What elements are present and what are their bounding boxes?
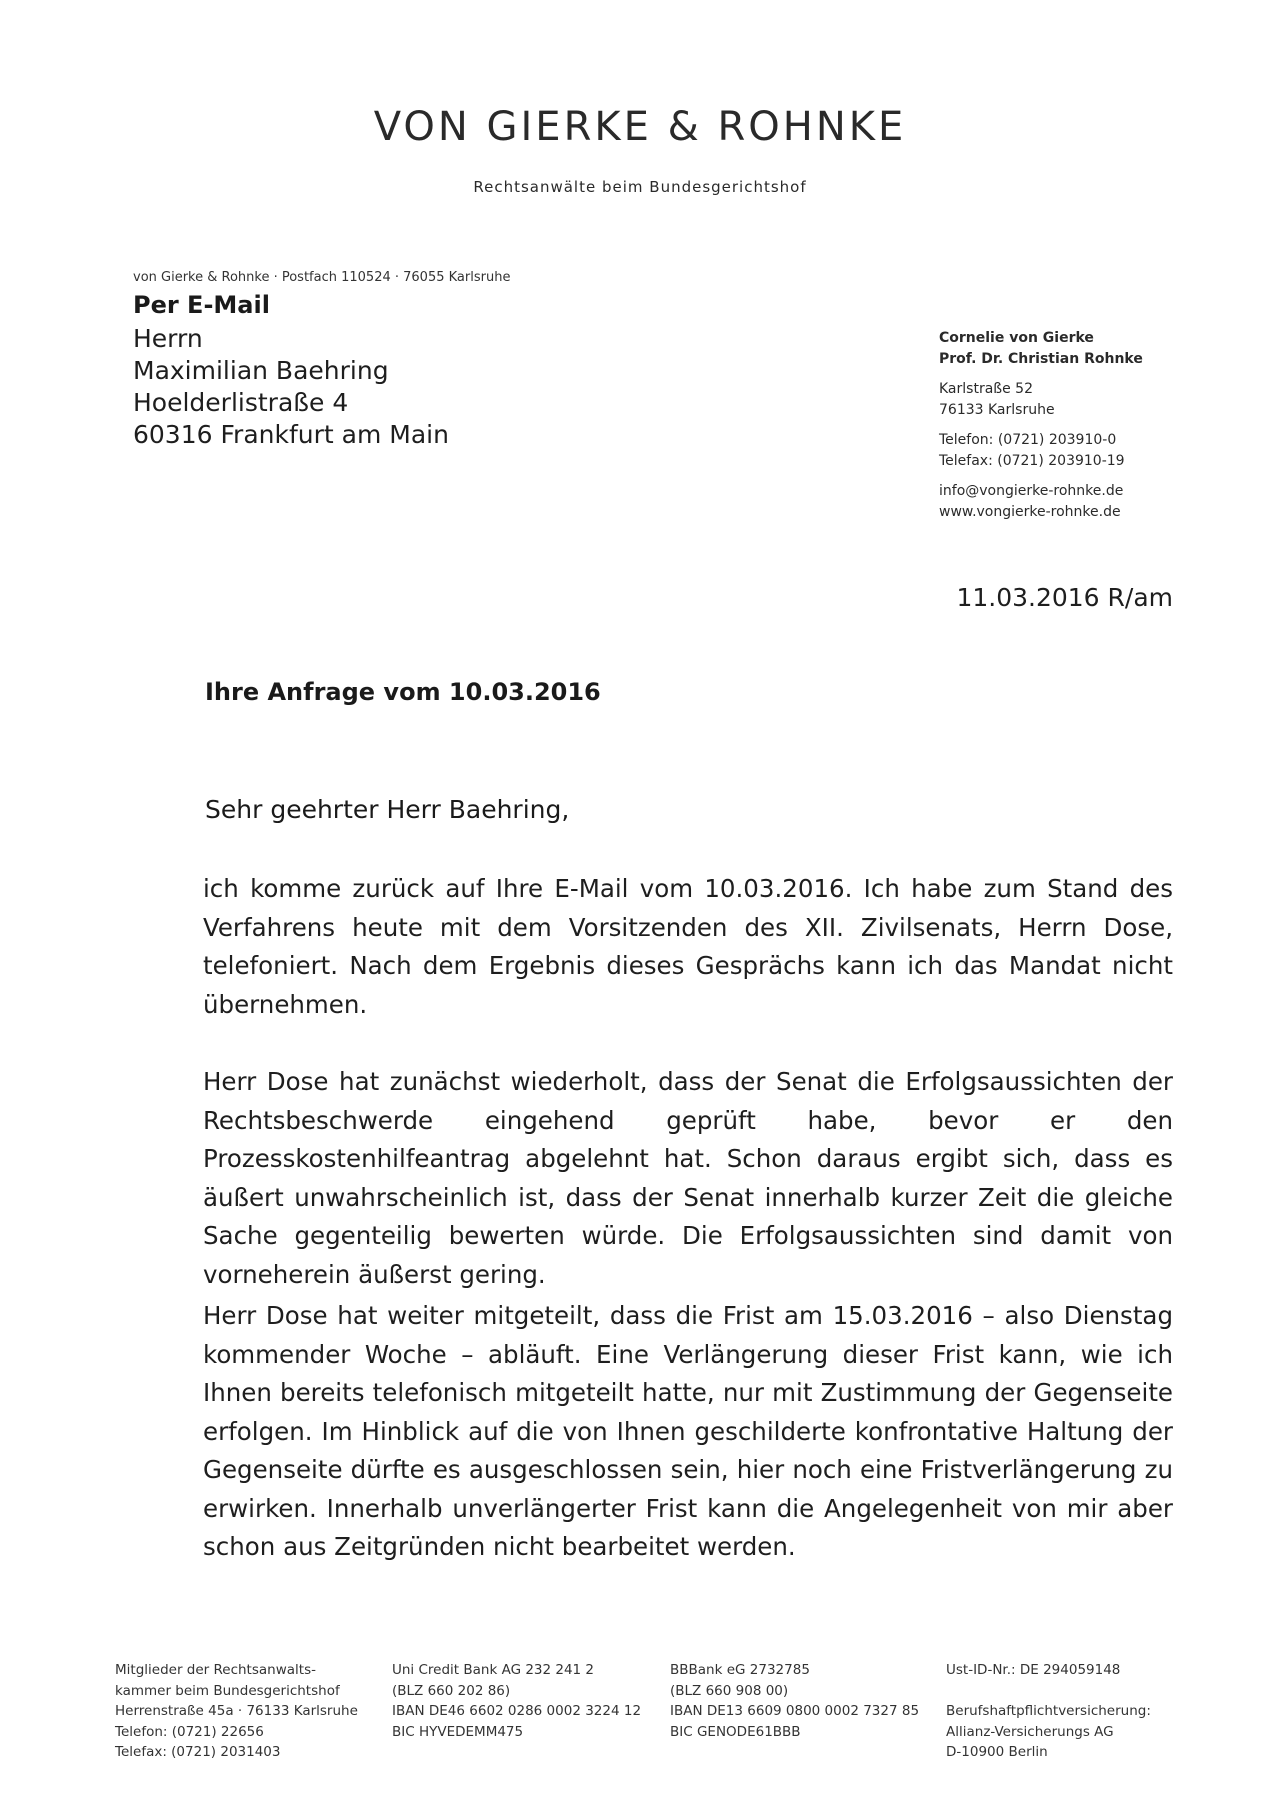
footer-bank-bbbank [670,1660,919,1742]
footer-line: BIC HYVEDEMM475 [392,1723,524,1740]
footer-line: Mitglieder der Rechtsanwalts- [115,1662,316,1678]
recipient-city: 60316 Frankfurt am Main [133,420,449,449]
footer-line: kammer beim Bundesgerichtshof [115,1682,340,1699]
footer-line: Uni Credit Bank AG 232 241 2 [392,1662,595,1678]
footer-line: Ust-ID-Nr.: DE 294059148 [946,1662,1121,1678]
footer-spacer [946,1681,1151,1702]
firm-name: VON GIERKE & ROHNKE [373,104,907,150]
footer-line: Telefax: (0721) 2031403 [115,1744,281,1760]
office-street: Karlstraße 52 [939,381,1033,397]
letter-date: 11.03.2016 R/am [956,583,1173,612]
body-paragraph: Herr Dose hat weiter mitgeteilt, dass die Frist am 15.03.2016 – also Dienstag kommender Woche – abläuft. Eine Verlängerung dieser Frist kann, wie ich Ihnen bereits telefonisch mitgeteilt hatte, nur mit Zustimmung der Gegenseite erfolgen. Im Hinblick auf die von Ihnen geschilderte konfrontative Haltung der Gegenseite dürfte es ausgeschlossen sein, hier noch eine Fristverlängerung zu erwirken. Innerhalb unverlängerter Frist kann die Angelegenheit von mir aber schon aus Zeitgründen nicht bearbeitet werden. [203,1301,1173,1561]
footer-line: Allianz-Versicherungs AG [946,1723,1114,1740]
footer-line: BBBank eG 2732785 [670,1662,810,1678]
footer-line: (BLZ 660 202 86) [392,1682,511,1699]
body-paragraph: Herr Dose hat zunächst wiederholt, dass der Senat die Erfolgsaussichten der Rechtsbeschwerde eingehend geprüft habe, bevor er den Prozesskostenhilfeantrag abgelehnt hat. Schon daraus ergibt sich, dass es äußert unwahrscheinlich ist, dass der Senat innerhalb kurzer Zeit die gleiche Sache gegenteilig bewerten würde. Die Erfolgsaussichten sind damit von vorneherein äußerst gering. [203,1067,1173,1289]
letterhead-sidebar [939,328,1143,523]
office-phone: Telefon: (0721) 203910-0 [939,432,1117,448]
recipient-name: Maximilian Baehring [133,356,389,385]
footer-line: IBAN DE13 6609 0800 0002 7327 85 [670,1703,920,1719]
office-email: info@vongierke-rohnke.de [939,483,1124,499]
footer-tax-insurance [946,1660,1151,1763]
partner-name: Prof. Dr. Christian Rohnke [939,351,1143,367]
letter-salutation: Sehr geehrter Herr Baehring, [205,795,570,824]
footer-line: BIC GENODE61BBB [670,1723,801,1740]
footer-line: (BLZ 660 908 00) [670,1682,789,1699]
letter-subject: Ihre Anfrage vom 10.03.2016 [205,678,601,706]
footer-line: Telefon: (0721) 22656 [115,1723,264,1740]
footer-line: D-10900 Berlin [946,1744,1048,1760]
firm-subtitle: Rechtsanwälte beim Bundesgerichtshof [473,178,807,196]
recipient-salutation: Herrn [133,324,203,353]
footer-bank-unicredit [392,1660,641,1742]
partner-name: Cornelie von Gierke [939,330,1094,346]
recipient-street: Hoelderlistraße 4 [133,388,349,417]
office-website: www.vongierke-rohnke.de [939,504,1121,520]
office-city: 76133 Karlsruhe [939,402,1055,418]
delivery-method: Per E-Mail [133,291,270,319]
footer-line: Herrenstraße 45a · 76133 Karlsruhe [115,1703,358,1719]
footer-line: IBAN DE46 6602 0286 0002 3224 12 [392,1703,642,1719]
body-paragraph: ich komme zurück auf Ihre E-Mail vom 10.03.2016. Ich habe zum Stand des Verfahrens heute mit dem Vorsitzenden des XII. Zivilsenats, Herrn Dose, telefoniert. Nach dem Ergebnis dieses Gesprächs kann ich das Mandat nicht übernehmen. [203,874,1173,1019]
footer-chamber [115,1660,358,1763]
footer-line: Berufshaftpflichtversicherung: [946,1703,1151,1719]
office-fax: Telefax: (0721) 203910-19 [939,453,1125,469]
sender-return-address: von Gierke & Rohnke · Postfach 110524 · 76055 Karlsruhe [133,270,511,285]
